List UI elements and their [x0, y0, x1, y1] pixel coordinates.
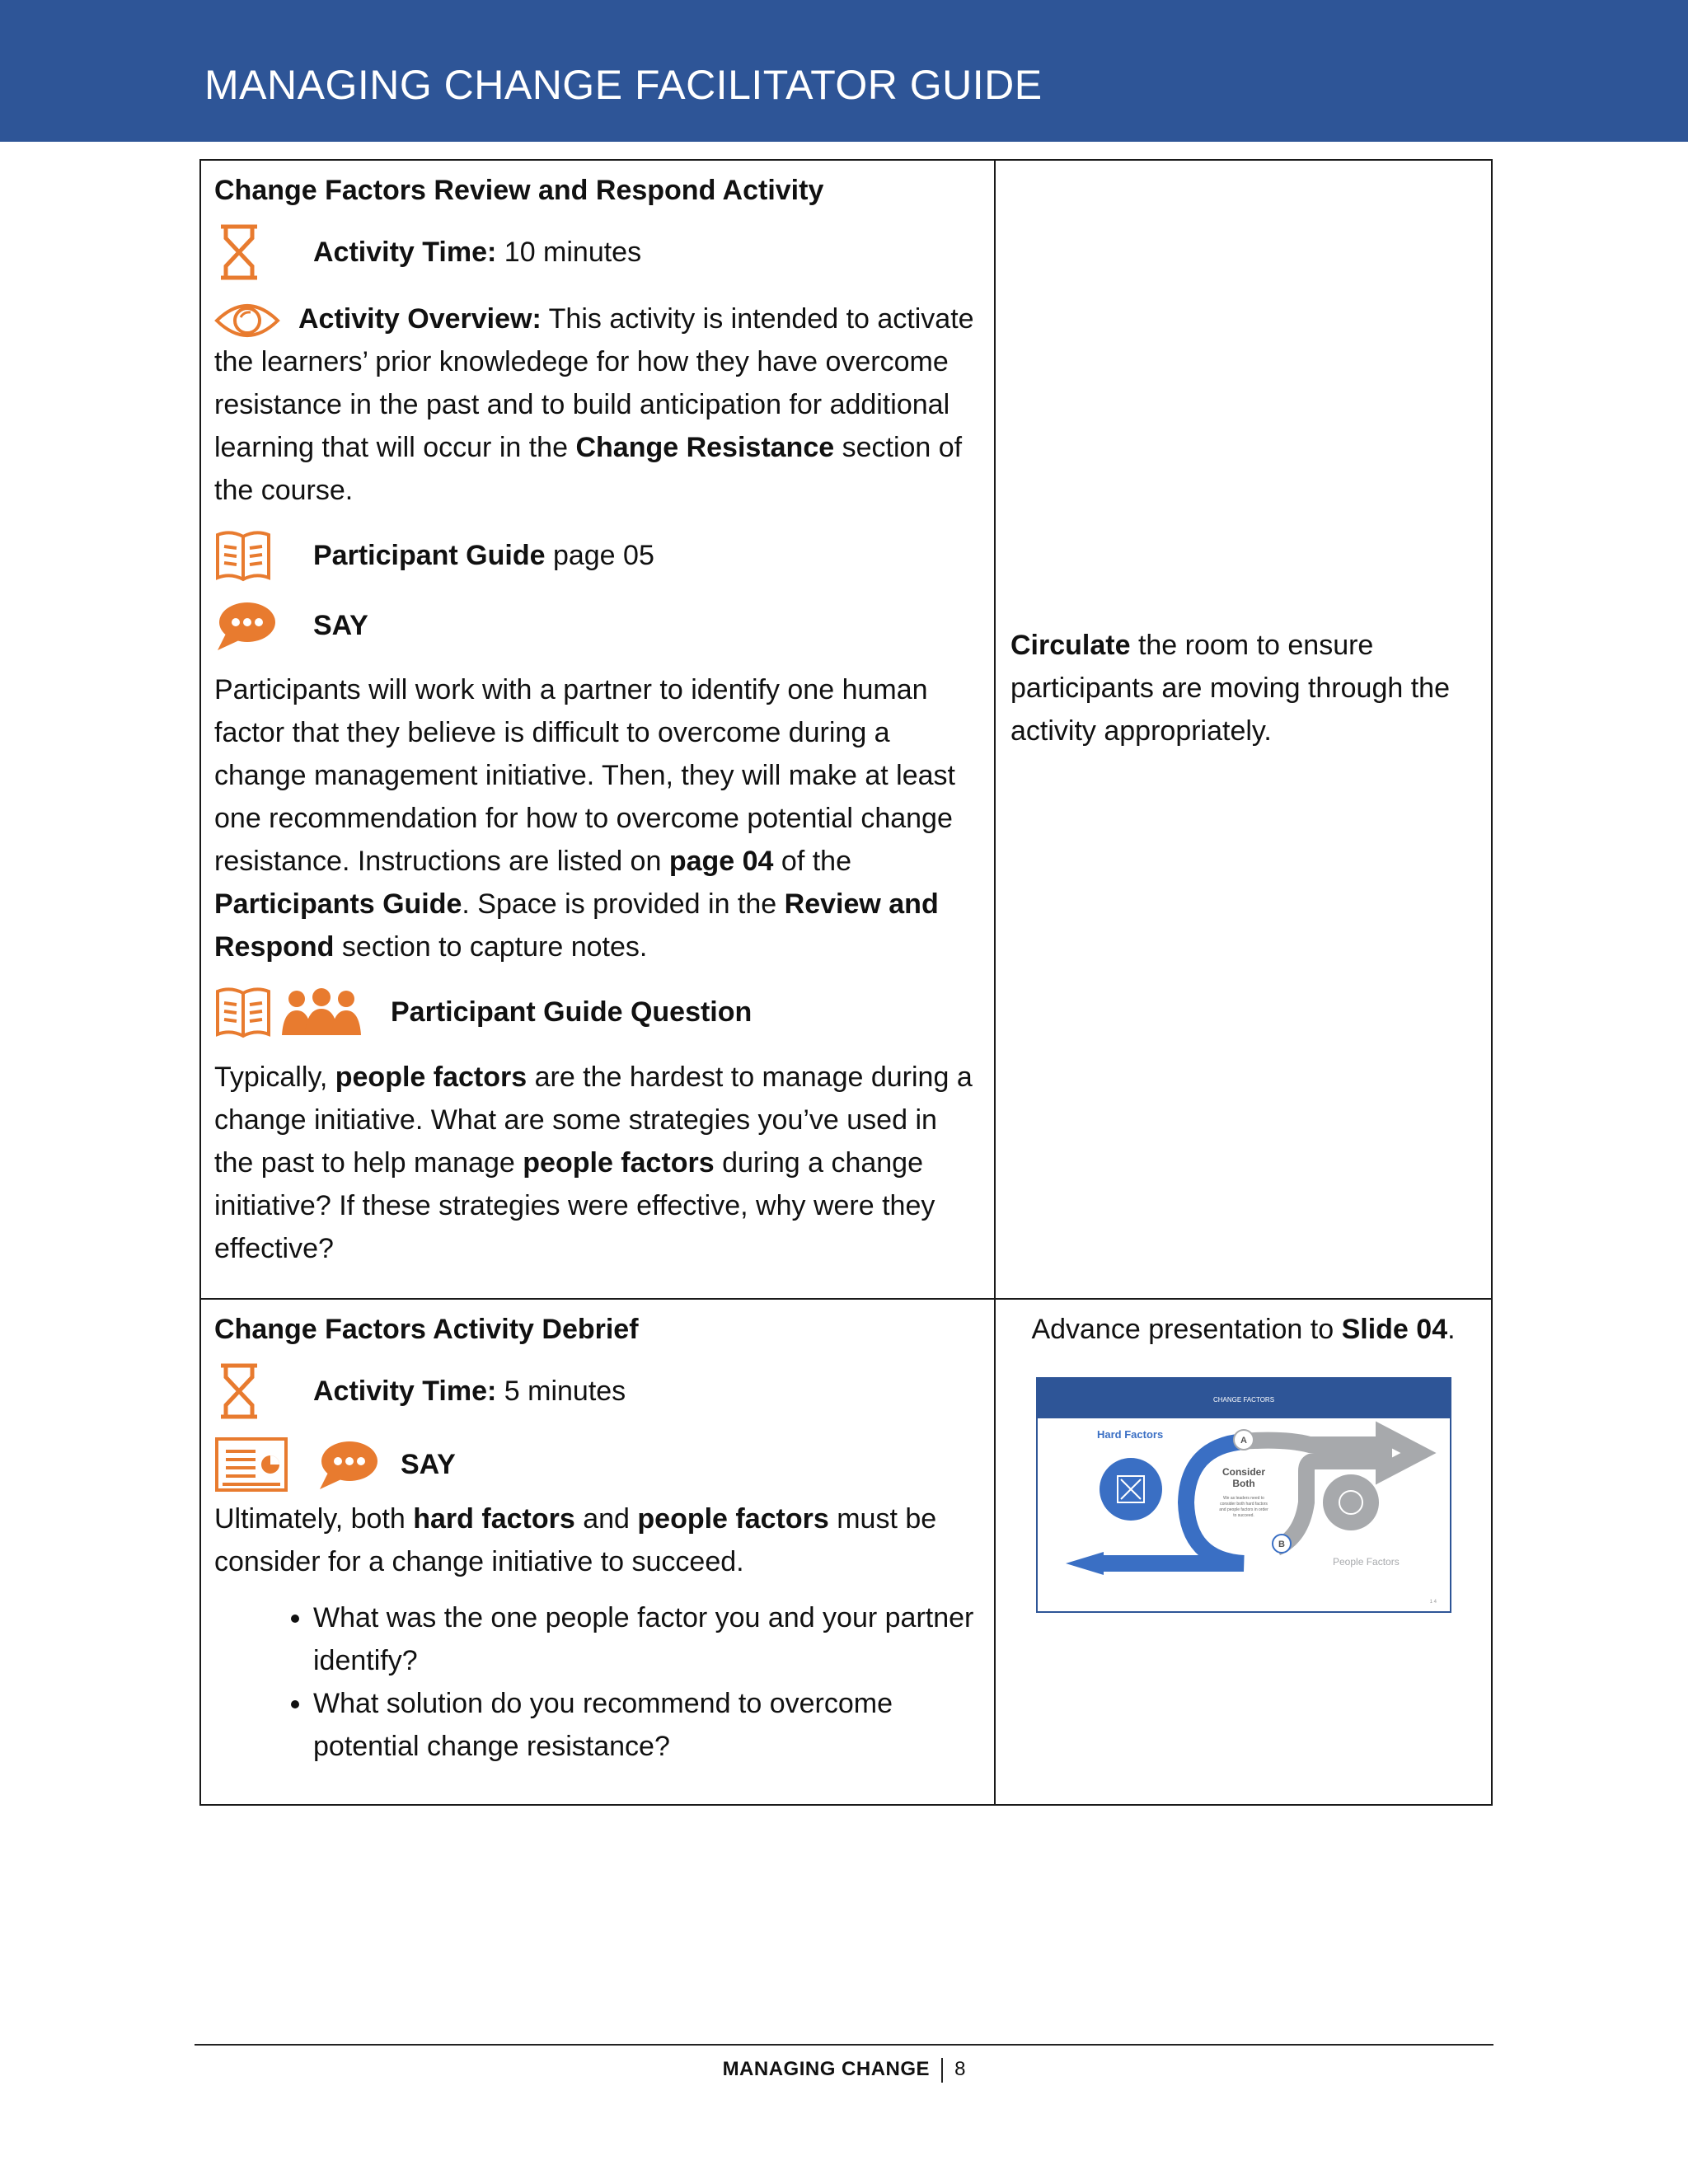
participant-guide-page: page 05 — [552, 540, 654, 572]
activity-time-line — [214, 1362, 981, 1420]
instructions-cell — [200, 160, 995, 1299]
activity-time-label: Activity Time: — [313, 1376, 497, 1408]
say-label: SAY — [313, 610, 368, 642]
hourglass-icon — [214, 223, 264, 281]
say-bold-part: people factors — [637, 1503, 829, 1535]
slide-center-line2: Both — [1231, 1478, 1255, 1490]
overview-text: This activity is intended to activate the learners’ prior knowledege for how they have overcome resistance in the past and to build anticipation for additional learning that will occur in the — [214, 303, 974, 464]
slide-number: Slide 04 — [1341, 1314, 1448, 1346]
overview-text-end: section of the course. — [214, 432, 963, 507]
circulate-note — [996, 161, 1491, 752]
guide-question-text — [214, 1056, 981, 1270]
slide-marker-b: B — [1278, 1540, 1285, 1550]
hourglass-icon — [214, 1362, 264, 1420]
say-text-part: . Space is provided in the — [462, 888, 777, 921]
activity-time-value: 5 minutes — [504, 1376, 626, 1408]
slide-hard-factors: Hard Factors — [1096, 1428, 1163, 1441]
slide-center-small: We as leaders need to — [1222, 1496, 1264, 1502]
guide-question-label: Participant Guide Question — [391, 996, 753, 1029]
say-bold-part: page 04 — [668, 846, 774, 878]
presentation-icon — [214, 1436, 288, 1493]
footer-separator — [941, 2058, 943, 2083]
eye-icon — [214, 301, 280, 340]
advance-text: Advance presentation to — [1031, 1314, 1334, 1346]
slide-cell — [995, 1299, 1492, 1805]
list-item: • What solution do you recommend to overcome potential change resistance? — [313, 1682, 981, 1768]
slide-marker-a: A — [1240, 1436, 1247, 1446]
activity-time-line — [214, 223, 981, 281]
say-text-part: must be consider for a change initiative to succeed. — [214, 1503, 937, 1578]
section-title: Change Factors Review and Respond Activity — [214, 175, 824, 206]
list-item: • What was the one people factor you and your partner identify? — [313, 1596, 981, 1682]
say-text-part: Ultimately, both — [214, 1503, 406, 1535]
page-title: MANAGING CHANGE FACILITATOR GUIDE — [204, 62, 1043, 108]
page-footer — [0, 2055, 1688, 2083]
say-label: SAY — [401, 1449, 456, 1481]
table-row — [200, 1299, 1492, 1805]
section-title: Change Factors Activity Debrief — [214, 1314, 639, 1346]
debrief-questions — [214, 1596, 981, 1768]
activity-overview-label: Activity Overview: — [298, 303, 542, 335]
say-text-part: of the — [781, 846, 851, 878]
say-text-part: Participants will work with a partner to identify one human factor that they believe is difficult to overcome during a change management initiative. Then, they will make at least one recommendation for how to overcome potential change resistance. Instructions are listed on — [214, 674, 955, 878]
question-text-part: are the hardest to manage during a change initiative. What are some strategies you’ve used in the past to help manage — [214, 1062, 973, 1179]
activity-time-value: 10 minutes — [504, 237, 642, 268]
say-bold-part: Review and Respond — [214, 888, 939, 963]
facilitator-table — [199, 159, 1493, 1806]
debrief-say-text — [214, 1497, 981, 1583]
activity-time-label: Activity Time: — [313, 237, 497, 268]
people-icon — [279, 987, 364, 1037]
participant-guide-label: Participant Guide — [313, 540, 546, 572]
slide-center-small: to succeed. — [1232, 1513, 1254, 1519]
book-icon — [214, 985, 272, 1039]
slide-header: CHANGE FACTORS — [1212, 1396, 1274, 1404]
say-text-part: and — [583, 1503, 630, 1535]
circulate-text: the room to ensure participants are moving through the activity appropriately. — [1010, 630, 1450, 747]
table-row — [200, 160, 1492, 1299]
say-line — [214, 1436, 981, 1493]
say-text-part: section to capture notes. — [341, 931, 648, 963]
slide-center-small: consider both hard factors — [1219, 1502, 1268, 1507]
say-bold-part: hard factors — [413, 1503, 575, 1535]
footer-rule — [195, 2044, 1493, 2046]
speech-bubble-icon — [214, 599, 277, 652]
advance-slide-note — [996, 1300, 1491, 1351]
activity-overview — [214, 298, 981, 512]
guide-question-line — [214, 985, 981, 1039]
slide-people-factors: People Factors — [1332, 1556, 1400, 1568]
question-bold-part: people factors — [523, 1147, 715, 1179]
slide-center-small: and people factors in order — [1218, 1507, 1268, 1513]
book-icon — [214, 528, 272, 583]
slide-page-number: 1 4 — [1429, 1600, 1437, 1605]
say-text — [214, 668, 981, 968]
overview-bold: Change Resistance — [575, 432, 835, 464]
facilitator-notes-cell — [995, 160, 1492, 1299]
debrief-cell — [200, 1299, 995, 1805]
footer-label: MANAGING CHANGE — [722, 2058, 931, 2080]
speech-bubble-icon — [316, 1438, 379, 1491]
circulate-bold: Circulate — [1010, 630, 1131, 661]
question-text-part: during a change initiative? If these strategies were effective, why were they effective? — [214, 1147, 935, 1265]
slide-center-line1: Consider — [1221, 1466, 1265, 1479]
say-bold-part: Participants Guide — [214, 888, 462, 921]
page-number: 8 — [954, 2058, 966, 2080]
say-line — [214, 599, 981, 652]
question-bold-part: people factors — [335, 1062, 528, 1094]
advance-end: . — [1447, 1314, 1456, 1346]
question-text-part: Typically, — [214, 1062, 328, 1094]
participant-guide-line — [214, 528, 981, 583]
slide-thumbnail — [1036, 1377, 1451, 1613]
